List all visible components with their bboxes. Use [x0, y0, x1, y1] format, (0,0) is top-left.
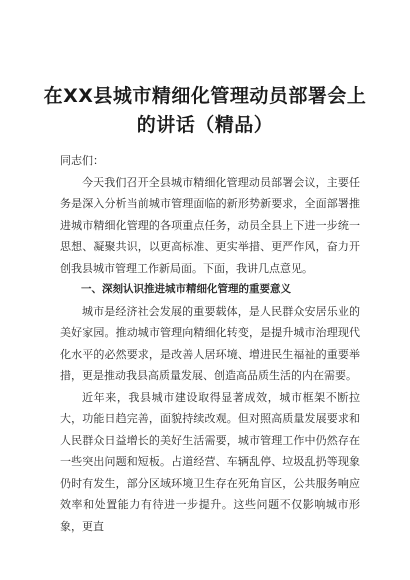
document-title — [40, 82, 370, 140]
section-paragraph-2: 近年来，我县城市建设取得显著成效，城市框架不断拉大，功能日趋完善，面貌持续改观。但对照高质量发展要求和人民群众日益增长的美好生活需要，城市管理工作中仍然存在一些突出问题和短板。占道经营、车辆乱停、垃圾乱扔等现象仍时有发生，部分区域环境卫生存在死角盲区，公共服务响应效率和处置能力有待进一步提升。这些问题不仅影响城市形象，更直 — [60, 390, 360, 533]
section-heading: 一、深刻认识推进城市精细化管理的重要意义 — [81, 283, 291, 295]
section-paragraph-1: 城市是经济社会发展的重要载体，是人民群众安居乐业的美好家园。推动城市管理向精细化转变，是提升城市治理现代化水平的必然要求，是改善人居环境、增进民生福祉的重要举措，更是推动我县高质量发展、创造高品质生活的内在需要。 — [60, 304, 360, 382]
intro-paragraph: 今天我们召开全县城市精细化管理动员部署会议，主要任务是深入分析当前城市管理面临的新形势新要求，全面部署推进城市精细化管理的各项重点任务，动员全县上下进一步统一思想、凝聚共识，以更高标准、更实举措、更严作风，奋力开创我县城市管理工作新局面。下面，我讲几点意见。 — [60, 175, 360, 275]
salutation: 同志们： — [60, 154, 104, 167]
title-line-1: 在XX县城市精细化管理动员部署会上 — [43, 85, 367, 107]
document-body — [60, 150, 360, 537]
title-line-2: 的讲话（精品） — [136, 114, 274, 136]
